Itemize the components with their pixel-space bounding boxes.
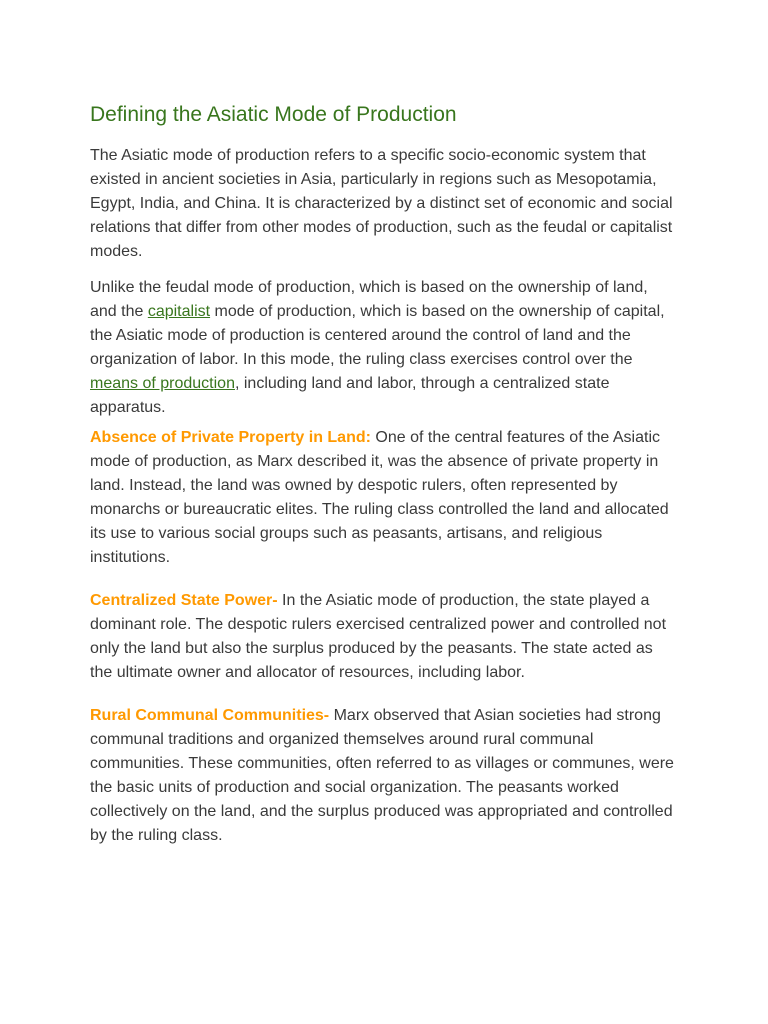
section-communal-communities	[90, 704, 678, 848]
means-of-production-link[interactable]: means of production	[90, 375, 235, 392]
intro-paragraph: The Asiatic mode of production refers to a specific socio-economic system that existed in ancient societies in Asia, particularly in regions such as Mesopotamia, Egypt, India, and China. It is characterized by a distinct set of economic and social relations that differ from other modes of production, such as the feudal or capitalist modes.	[90, 147, 673, 260]
section-heading-state-power: Centralized State Power-	[90, 592, 278, 609]
comparison-text-1: Unlike the feudal mode of production, which is based on the ownership of land, and the	[90, 279, 648, 320]
section-body-state-power: In the Asiatic mode of production, the state played a dominant role. The despotic rulers exercised centralized power and controlled not only the land but also the surplus produced by the peasants. The state acted as the ultimate owner and allocator of resources, including labor.	[90, 592, 667, 681]
comparison-paragraph	[90, 276, 678, 420]
section-heading-private-property: Absence of Private Property in Land:	[90, 429, 371, 446]
section-body-communal-communities: Marx observed that Asian societies had strong communal traditions and organized themselves around rural communal communities. These communities, often referred to as villages or communes, were the basic units of production and social organization. The peasants worked collectively on the land, and the surplus produced was appropriated and controlled by the ruling class.	[90, 707, 674, 844]
section-heading-communal-communities: Rural Communal Communities-	[90, 707, 330, 724]
page-title: Defining the Asiatic Mode of Production	[90, 103, 457, 126]
capitalist-link[interactable]: capitalist	[147, 303, 211, 320]
section-private-property	[90, 426, 678, 570]
section-state-power	[90, 589, 678, 685]
section-body-private-property: One of the central features of the Asiatic mode of production, as Marx described it, was the absence of private property in land. Instead, the land was owned by despotic rulers, often represented by monarchs or bureaucratic elites. The ruling class controlled the land and allocated its use to various social groups such as peasants, artisans, and religious institutions.	[90, 429, 669, 566]
comparison-text-2: mode of production, which is based on the ownership of capital, the Asiatic mode of production is centered around the control of land and the organization of labor. In this mode, the ruling class exercises control over the	[90, 303, 665, 368]
comparison-text-3: , including land and labor, through a centralized state apparatus.	[90, 375, 610, 416]
